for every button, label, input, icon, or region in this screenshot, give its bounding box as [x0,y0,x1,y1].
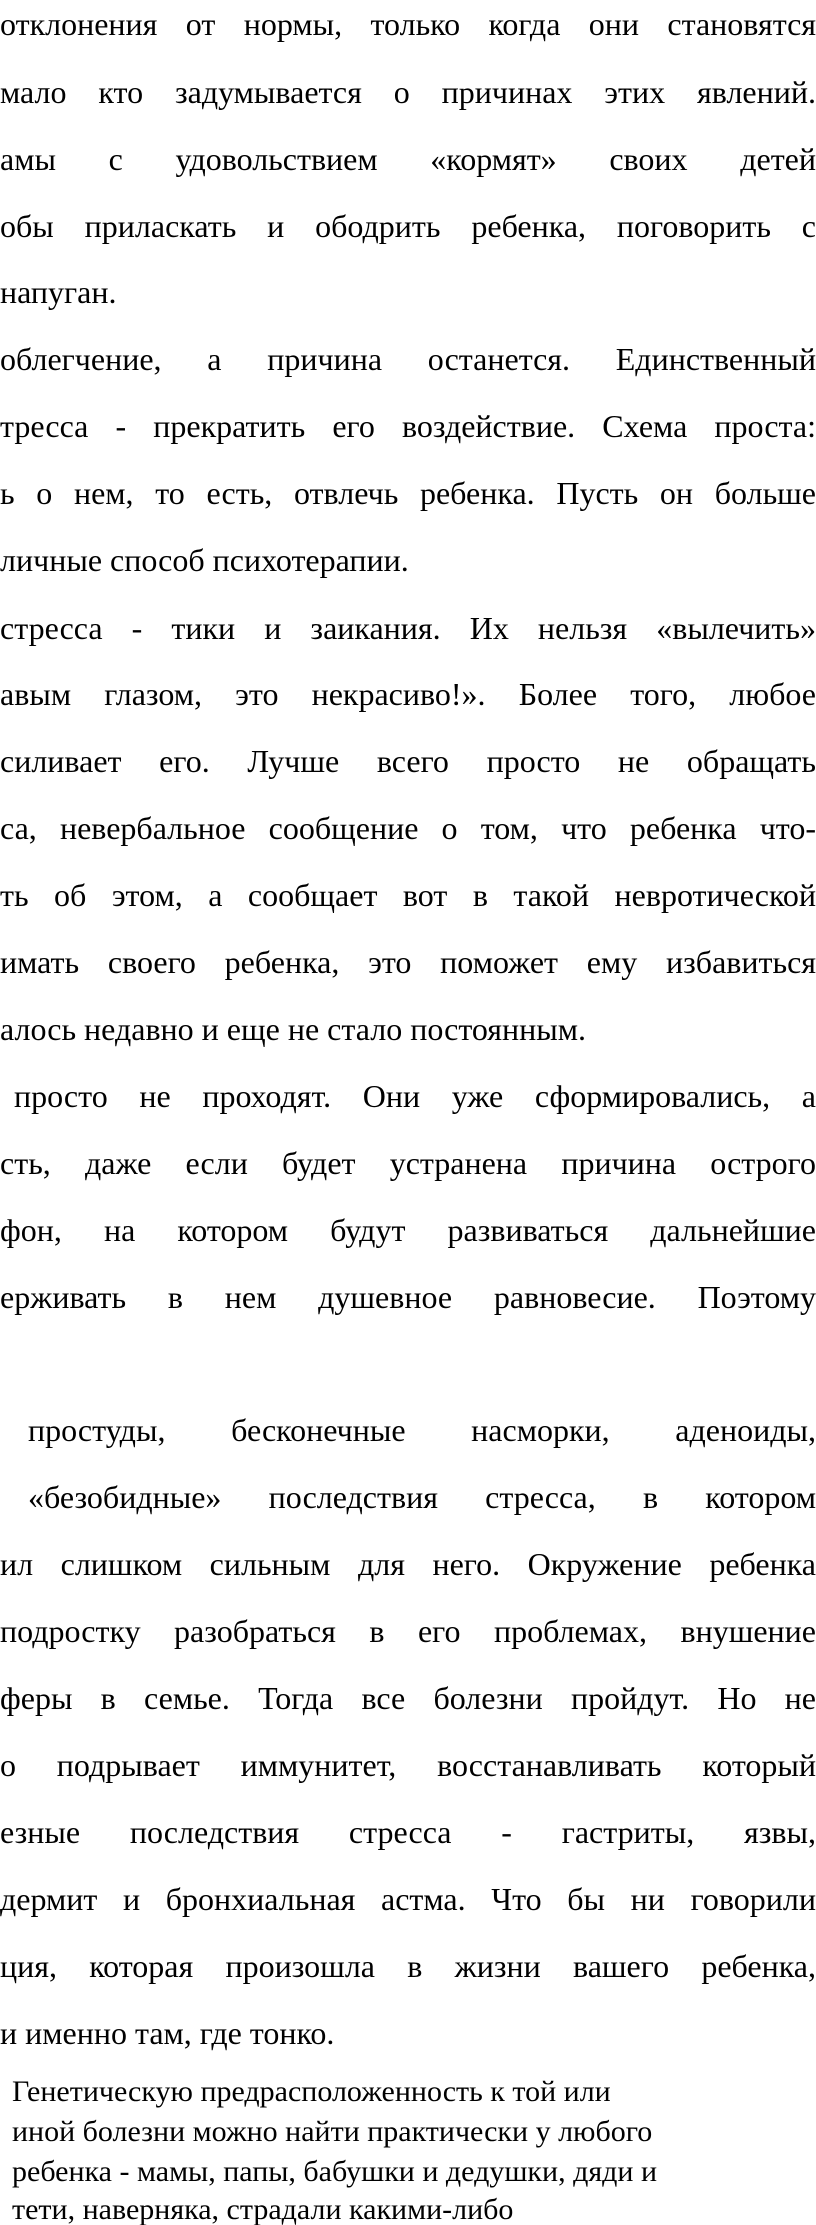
text-line: фон, на котором будут развиваться дальнейшие [0,1212,816,1248]
text-line: облегчение, а причина останется. Единственный [0,341,816,377]
text-line: феры в семье. Тогда все болезни пройдут. Но не [0,1680,816,1716]
text-line: напуган. [0,274,117,310]
text-line: мало кто задумывается о причинах этих явлений. [0,74,816,110]
text-line: ция, которая произошла в жизни вашего ребенка, [0,1948,816,1984]
text-line: стресса - тики и заикания. Их нельзя «вылечить» [0,610,816,646]
text-line: ть об этом, а сообщает вот в такой невротической [0,877,816,913]
text-line: са, невербальное сообщение о том, что ребенка что- [0,810,816,846]
text-line: иной болезни можно найти практически у любого [12,2115,653,2148]
text-line: тресса - прекратить его воздействие. Схема проста: [0,408,816,444]
text-line: Генетическую предрасположенность к той или [12,2075,611,2108]
text-line: дермит и бронхиальная астма. Что бы ни говорили [0,1881,816,1917]
text-line: простуды, бесконечные насморки, аденоиды, [28,1412,816,1448]
text-line: отклонения от нормы, только когда они становятся [0,6,816,42]
text-line: силивает его. Лучше всего просто не обращать [0,743,816,779]
text-line: амы с удовольствием «кормят» своих детей [0,141,816,177]
text-line: ь о нем, то есть, отвлечь ребенка. Пусть он больше [0,475,816,511]
text-line: тети, наверняка, страдали какими-либо [12,2193,514,2225]
text-line: подростку разобраться в его проблемах, внушение [0,1613,816,1649]
text-line: о подрывает иммунитет, восстанавливать который [0,1747,816,1783]
text-line: обы приласкать и ободрить ребенка, поговорить с [0,208,816,244]
text-line: ил слишком сильным для него. Окружение ребенка [0,1546,816,1582]
text-line: и именно там, где тонко. [0,2015,335,2051]
text-line: езные последствия стресса - гастриты, язвы, [0,1814,816,1850]
text-line: «безобидные» последствия стресса, в котором [28,1479,816,1515]
text-line: ребенка - мамы, папы, бабушки и дедушки, дяди и [12,2155,657,2188]
text-line: сть, даже если будет устранена причина острого [0,1145,816,1181]
text-line: авым глазом, это некрасиво!». Более того, любое [0,676,816,712]
text-line: ерживать в нем душевное равновесие. Поэтому [0,1279,816,1315]
text-line: имать своего ребенка, это поможет ему избавиться [0,944,816,980]
text-line: личные способ психотерапии. [0,542,409,578]
text-line: просто не проходят. Они уже сформировались, а [14,1078,816,1114]
text-line: алось недавно и еще не стало постоянным. [0,1011,586,1047]
